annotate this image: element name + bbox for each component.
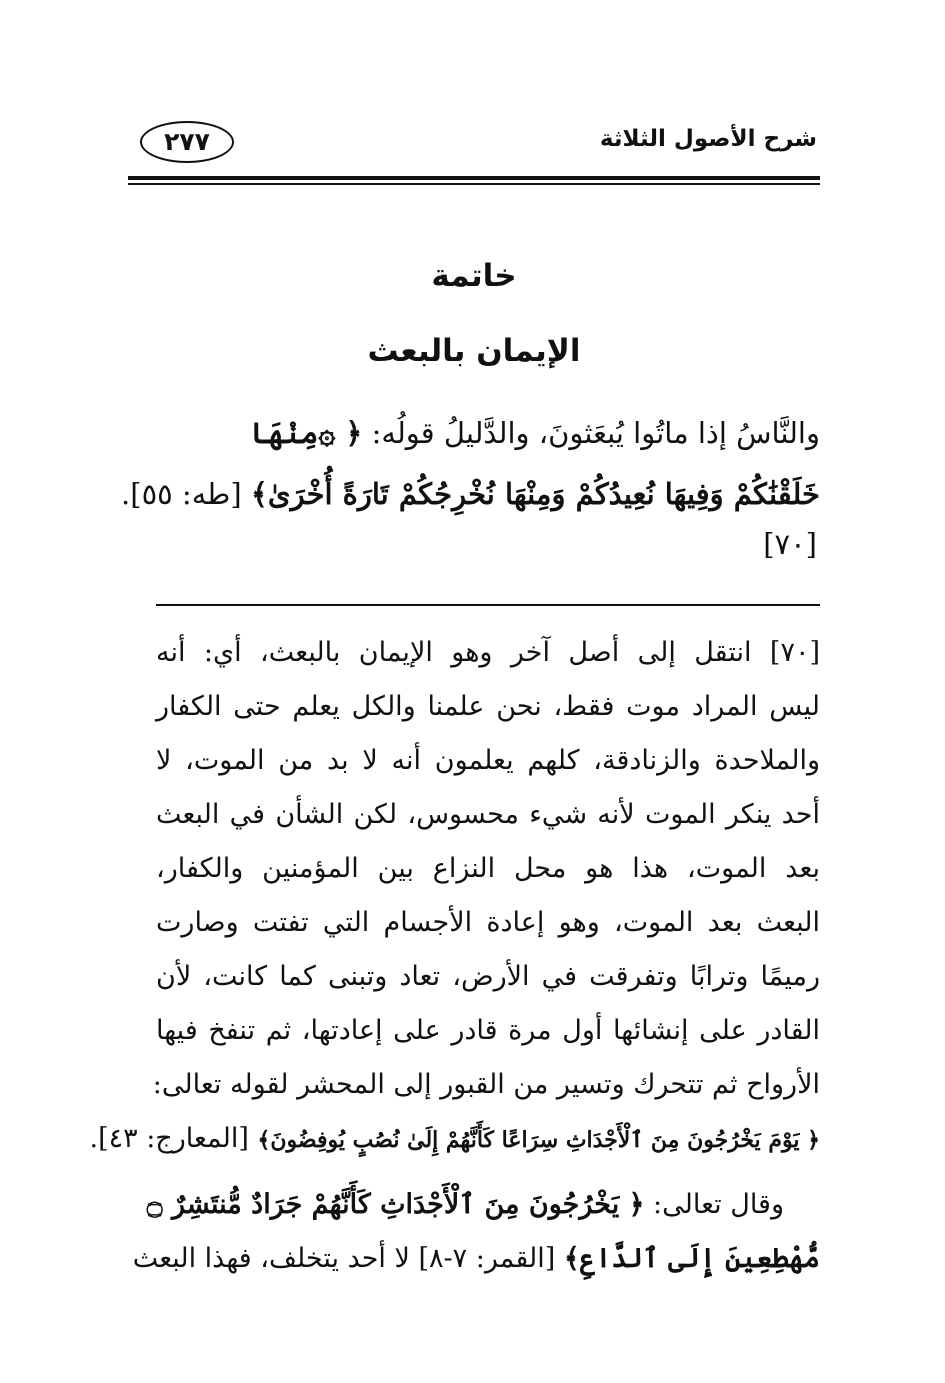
quran-verse-qamar: ﴿ يَخْرُجُونَ مِنَ ٱلْأَجْدَاثِ كَأَنَّهُمْ جَرَادٌ مُّنتَشِرٌ ۝	[146, 1189, 645, 1220]
footnote-line: والملاحدة والزنادقة، كلهم يعلمون أنه لا بد من الموت، لا	[156, 745, 820, 776]
chapter-title: خاتمة	[431, 258, 517, 294]
footnote-block	[89, 626, 820, 1286]
footnote-line: [٧٠] انتقل إلى أصل آخر وهو الإيمان بالبعث، أي: أنه	[156, 637, 820, 668]
footnote-marker: [٧٠]	[763, 527, 817, 561]
quran-verse-qamar-continued: مُّهْطِعِينَ إِلَى ٱلدَّاعِ﴾	[563, 1243, 820, 1274]
main-line-1	[156, 403, 820, 464]
main-line-2	[121, 464, 820, 525]
quran-verse-maarij: ﴿ يَوْمَ يَخْرُجُونَ مِنَ ٱلْأَجْدَاثِ سِرَاعًا كَأَنَّهُمْ إِلَىٰ نُصُبٍ يُوفِضُونَ﴾	[257, 1127, 820, 1153]
quran-verse-continued: خَلَقْنَٰكُمْ وَفِيهَا نُعِيدُكُمْ وَمِنْهَا نُخْرِجُكُمْ تَارَةً أُخْرَىٰ﴾	[250, 477, 820, 511]
footnote-line: رميمًا وترابًا وتفرقت في الأرض، تعاد وتبنى كما كانت، لأن	[156, 961, 820, 992]
footnote-line: البعث بعد الموت، وهو إعادة الأجسام التي تفتت وصارت	[156, 907, 820, 938]
quran-verse-start: ﴿ ۞مِنْهَا	[250, 416, 363, 450]
footnote-line: بعد الموت، هذا هو محل النزاع بين المؤمنين والكفار،	[156, 853, 820, 884]
verse-reference-maarij: [المعارج: ٤٣].	[89, 1123, 258, 1154]
main-paragraph	[121, 403, 820, 525]
running-header-title: شرح الأصول الثلاثة	[599, 126, 817, 152]
verse-reference-qamar: [القمر: ٧-٨] لا أحد يتخلف، فهذا البعث	[132, 1243, 564, 1274]
footnote-verse-line	[89, 1112, 820, 1166]
chapter-subtitle: الإيمان بالبعث	[367, 333, 581, 369]
footnote-line: ليس المراد موت فقط، نحن علمنا والكل يعلم حتى الكفار	[156, 691, 820, 722]
header-rule-thick	[128, 176, 820, 180]
footnote-line: أحد ينكر الموت لأنه شيء محسوس، لكن الشأن في البعث	[156, 799, 820, 830]
footnote-separator	[156, 604, 820, 606]
page-number: ٢٧٧	[140, 121, 234, 163]
main-line-1-text: والنَّاسُ إذا ماتُوا يُبعَثونَ، والدَّليلُ قولُه:	[362, 416, 820, 450]
footnote-line	[146, 1178, 820, 1232]
verse-reference: [طه: ٥٥].	[121, 477, 251, 511]
footnote-para2-text: وقال تعالى:	[644, 1189, 784, 1220]
header-rule-thin	[128, 183, 820, 185]
footnote-line: الأرواح ثم تتحرك وتسير من القبور إلى المحشر لقوله تعالى:	[152, 1069, 820, 1100]
footnote-line	[132, 1232, 820, 1286]
footnote-line: القادر على إنشائها أول مرة قادر على إعادتها، ثم تنفخ فيها	[156, 1015, 820, 1046]
